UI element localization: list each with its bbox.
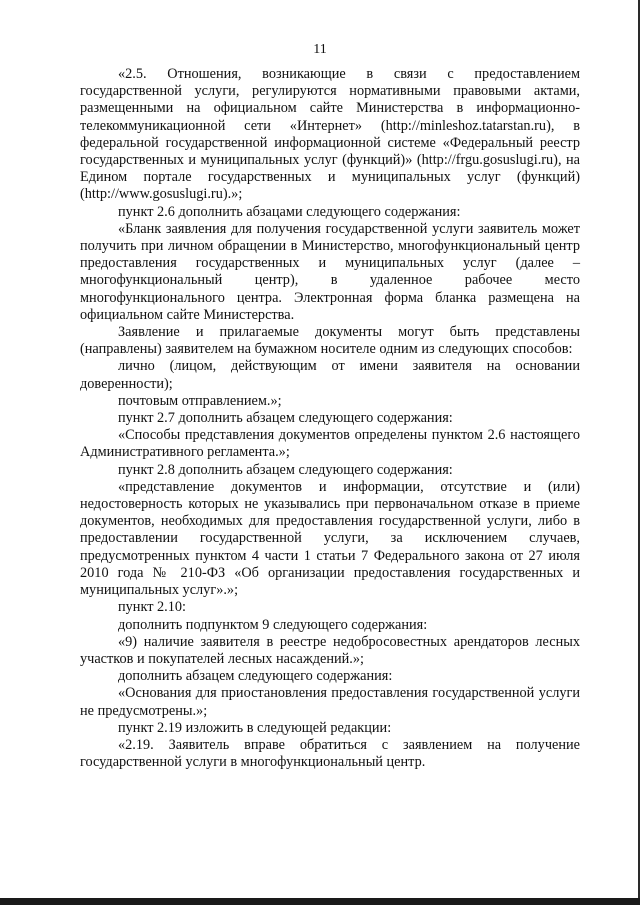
page-number: 11 xyxy=(313,42,327,57)
scan-edge-bottom xyxy=(0,898,640,905)
paragraph-in-person: лично (лицом, действующим от имени заявителя на основании доверенности); xyxy=(80,358,580,392)
paragraph-instruction-2-7: пункт 2.7 дополнить абзацем следующего содержания: xyxy=(118,410,453,427)
paragraph-point-2-10: пункт 2.10: xyxy=(118,599,187,616)
paragraph-submission-methods: Заявление и прилагаемые документы могут быть представлены (направлены) заявителем на бумажном носителе одним из следующих способов: xyxy=(80,324,580,358)
paragraph-documents-info: «представление документов и информации, отсутствие и (или) недостоверность которых не указывались при первоначальном отказе в приеме документов, необходимых для предоставления государственной услуги, либо в предоставлении государственной услуги, за исключением случаев, предусмотренных пунктом 4 части 1 статьи 7 Федерального закона от 27 июля 2010 года № 210-ФЗ «Об организации предоставления государственных и муниципальных услуг».»; xyxy=(80,478,580,599)
document-body xyxy=(80,66,580,771)
paragraph-add-abzac: дополнить абзацем следующего содержания: xyxy=(118,668,393,685)
paragraph-add-subpoint-9: дополнить подпунктом 9 следующего содержания: xyxy=(118,616,428,633)
paragraph-instruction-2-8: пункт 2.8 дополнить абзацем следующего содержания: xyxy=(118,461,453,478)
paragraph-by-mail: почтовым отправлением.»; xyxy=(118,392,282,409)
paragraph-application-form: «Бланк заявления для получения государственной услуги заявитель может получить при личном обращении в Министерство, многофункциональный центр предоставления государственных и муниципальных услуг (далее – многофункциональный центр), в удаленное рабочее место многофункционального центра. Электронная форма бланка размещена на официальном сайте Министерства. xyxy=(80,220,580,323)
paragraph-2-5: «2.5. Отношения, возникающие в связи с предоставлением государственной услуги, регулируются нормативными правовыми актами, размещенными на официальном сайте Министерства в информационно-телекоммуникационной сети «Интернет» (http://minleshoz.tatarstan.ru), в федеральной государственной информационной системе «Федеральный реестр государственных и муниципальных услуг (функций)» (http://frgu.gosuslugi.ru), на Едином портале государственных и муниципальных услуг (функций) (http://www.gosuslugi.ru).»; xyxy=(80,66,580,203)
paragraph-suspension-grounds: «Основания для приостановления предоставления государственной услуги не предусмотрены.»; xyxy=(80,685,580,719)
paragraph-methods-defined: «Способы представления документов определены пунктом 2.6 настоящего Административного регламента.»; xyxy=(80,427,580,461)
paragraph-instruction-2-6: пункт 2.6 дополнить абзацами следующего содержания: xyxy=(118,203,461,220)
paragraph-2-19: «2.19. Заявитель вправе обратиться с заявлением на получение государственной услуги в многофункциональный центр. xyxy=(80,736,580,771)
paragraph-instruction-2-19: пункт 2.19 изложить в следующей редакции: xyxy=(118,719,392,736)
paragraph-subpoint-9: «9) наличие заявителя в реестре недобросовестных арендаторов лесных участков и покупателей лесных насаждений.»; xyxy=(80,633,580,667)
